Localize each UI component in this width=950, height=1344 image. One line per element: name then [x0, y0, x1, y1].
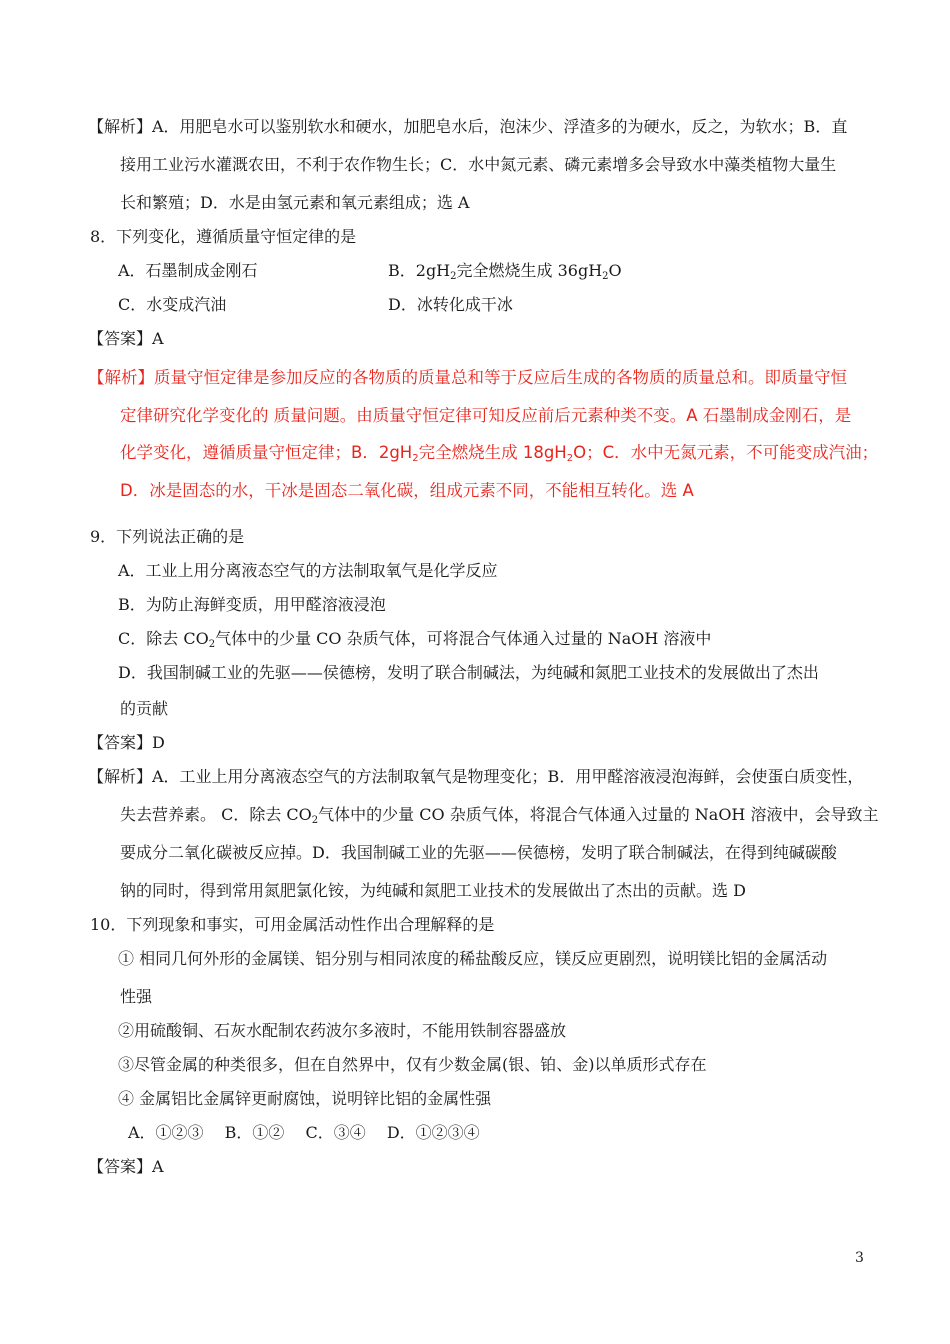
q8-analysis-line-1: 【解析】质量守恒定律是参加反应的各物质的质量总和等于反应后生成的各物质的质量总和。即质量守恒 — [88, 368, 847, 387]
q7-analysis-line-1: 【解析】A．用肥皂水可以鉴别软水和硬水，加肥皂水后，泡沫少、浮渣多的为硬水，反之，为软水；B．直 — [88, 117, 848, 136]
q9-answer: 【答案】D — [88, 733, 165, 752]
q10-answer: 【答案】A — [88, 1157, 164, 1176]
q8-analysis-line-2: 定律研究化学变化的 质量问题。由质量守恒定律可知反应前后元素种类不变。A 石墨制成金刚石，是 — [120, 406, 852, 425]
q10-options: A．①②③ B．①② C．③④ D．①②③④ — [128, 1123, 480, 1142]
q9-analysis-line-1: 【解析】A．工业上用分离液态空气的方法制取氧气是物理变化；B．用甲醛溶液浸泡海鲜，会使蛋白质变性， — [88, 767, 864, 786]
q9-option-d-line-2: 的贡献 — [120, 699, 169, 718]
q9-option-a: A．工业上用分离液态空气的方法制取氧气是化学反应 — [118, 561, 498, 580]
q9-option-c: C．除去 $CO_2$气体中的少量 CO 杂质气体，可将混合气体通入过量的 NaOH 溶液中 — [118, 629, 712, 650]
q9-analysis-line-4: 钠的同时，得到常用氮肥氯化铵，为纯碱和氮肥工业技术的发展做出了杰出的贡献。选 D — [120, 881, 746, 900]
q10-item-2: ②用硫酸铜、石灰水配制农药波尔多液时，不能用铁制容器盛放 — [118, 1021, 567, 1040]
q10-item-3: ③尽管金属的种类很多，但在自然界中，仅有少数金属(银、铂、金)以单质形式存在 — [118, 1055, 707, 1074]
q8-option-c: C．水变成汽油 — [118, 295, 227, 314]
q8-analysis-line-4: D．冰是固态的水，干冰是固态二氧化碳，组成元素不同，不能相互转化。选 A — [120, 481, 694, 500]
q7-analysis-line-2: 接用工业污水灌溉农田，不利于农作物生长；C．水中氮元素、磷元素增多会导致水中藻类植物大量生 — [120, 155, 837, 174]
q9-stem: 9．下列说法正确的是 — [90, 527, 245, 546]
q9-analysis-line-2: 失去营养素。 C．除去 $CO_2$气体中的少量 CO 杂质气体，将混合气体通入过量的 NaOH 溶液中，会导致主 — [120, 805, 879, 826]
q8-option-a: A．石墨制成金刚石 — [118, 261, 258, 280]
q7-analysis-line-3: 长和繁殖；D．水是由氢元素和氧元素组成；选 A — [120, 193, 470, 212]
q10-item-1-line-1: ① 相同几何外形的金属镁、铝分别与相同浓度的稀盐酸反应，镁反应更剧烈，说明镁比铝的金属活动 — [118, 949, 828, 968]
q8-answer: 【答案】A — [88, 329, 164, 348]
q10-stem: 10．下列现象和事实，可用金属活动性作出合理解释的是 — [90, 915, 495, 934]
q8-option-d: D．冰转化成干冰 — [388, 295, 513, 314]
page-number: 3 — [855, 1250, 864, 1266]
q10-item-1-line-2: 性强 — [120, 987, 153, 1006]
q9-analysis-line-3: 要成分二氧化碳被反应掉。D．我国制碱工业的先驱——侯德榜，发明了联合制碱法，在得到纯碱碳酸 — [120, 843, 837, 862]
q9-option-d-line-1: D．我国制碱工业的先驱——侯德榜，发明了联合制碱法，为纯碱和氮肥工业技术的发展做出了杰出 — [118, 663, 819, 682]
q8-stem: 8．下列变化，遵循质量守恒定律的是 — [90, 227, 357, 246]
q8-analysis-line-3: 化学变化，遵循质量守恒定律；B．$2gH_2$完全燃烧生成 $18gH_2O$；C．水中无氮元素，不可能变成汽油； — [120, 443, 879, 464]
q10-item-4: ④ 金属铝比金属锌更耐腐蚀，说明锌比铝的金属性强 — [118, 1089, 492, 1108]
q9-option-b: B．为防止海鲜变质，用甲醛溶液浸泡 — [118, 595, 386, 614]
q8-option-b: B．$2gH_2$完全燃烧生成 $36gH_2O$ — [388, 261, 622, 282]
